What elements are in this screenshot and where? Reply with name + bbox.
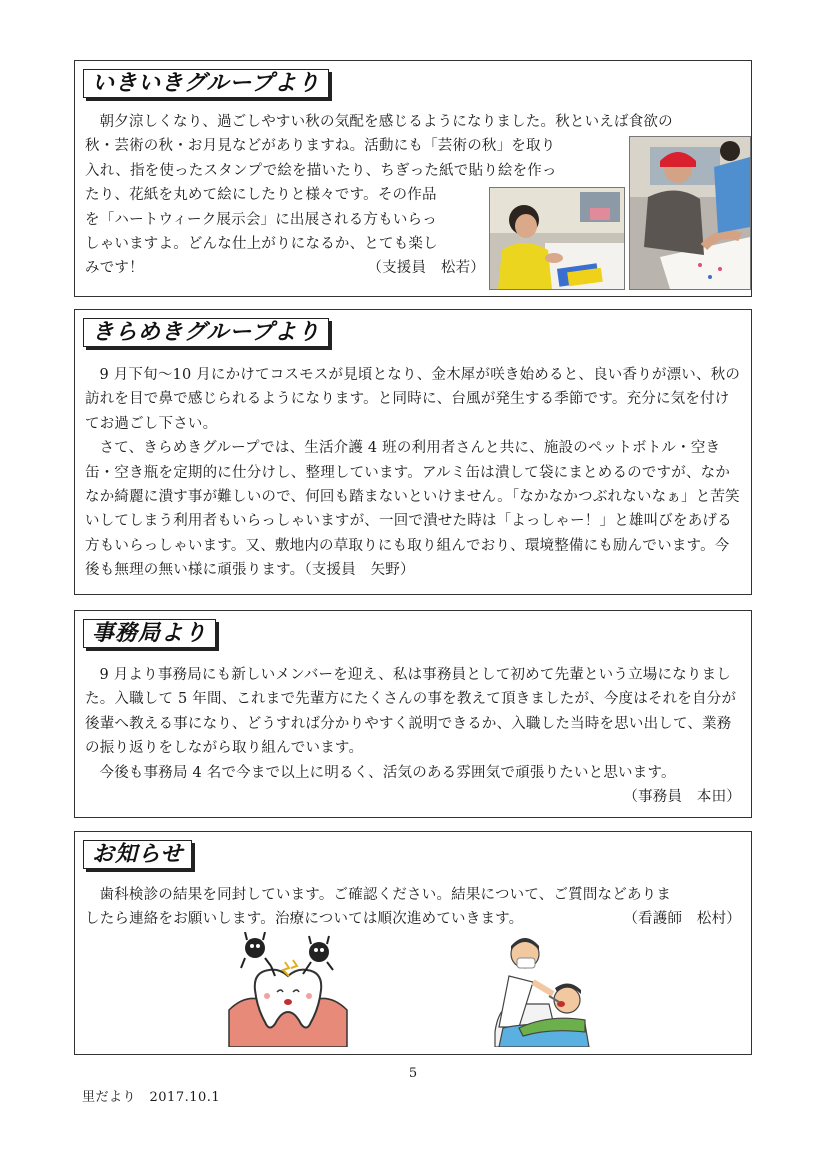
- text-line: しゃいますよ。どんな仕上がりになるか、とても楽し: [85, 236, 438, 253]
- section-body: [85, 363, 741, 583]
- section-oshirase: [74, 831, 752, 1055]
- paragraph: 今後も事務局 4 名で今まで以上に明るく、活気のある雰囲気で頑張りたいと思います。: [99, 764, 676, 781]
- section-body: [85, 663, 741, 809]
- activity-photo-right-image: [630, 137, 750, 289]
- section-title: お知らせ: [83, 840, 192, 869]
- text-line: を「ハートウィーク展示会」に出展される方もいらっ: [85, 211, 437, 228]
- section-title: 事務局より: [83, 619, 216, 648]
- toothache-illustration: [227, 932, 349, 1047]
- text-line: 秋・芸術の秋・お月見などがありますね。活動にも「芸術の秋」を取り: [85, 138, 556, 155]
- section-ikiiki: [74, 60, 752, 297]
- issue-date: 里だより 2017.10.1: [82, 1090, 221, 1105]
- text-line: みです！: [85, 260, 144, 277]
- paragraph: 9 月より事務局にも新しいメンバーを迎え、私は事務員として初めて先輩という立場になりました。入職して 5 年間、これまで先輩方にたくさんの事を教えて頂きましたが、今度はそれを自分が後輩へ教える事になり、どうすれば分かりやすく説明できるか、入職した当時を思い出して、業務の振り返りをしながら取り組んでいます。: [85, 667, 737, 757]
- signature: （支援員 松若）: [367, 260, 485, 277]
- text-line: たり、花紙を丸めて絵にしたりと様々です。その作品: [85, 187, 437, 204]
- signature: （事務員 本田）: [623, 789, 741, 806]
- section-title: いきいきグループより: [83, 69, 329, 98]
- activity-photo-left-image: [490, 188, 624, 289]
- activity-photo-right: [629, 136, 751, 290]
- paragraph: さて、きらめきグループでは、生活介護 4 班の利用者さんと共に、施設のペットボトル・空き缶・空き瓶を定期的に仕分けし、整理しています。アルミ缶は潰して袋にまとめるのですが、なかなか綺麗に潰す事が難しいので、何回も踏まないといけません。「なかなかつぶれないなぁ」と苦笑いしてしまう利用者もいらっしゃいますが、一回で潰せた時は「よっしゃー！」と雄叫びをあげる方もいらっしゃいます。又、敷地内の草取りにも取り組んでおり、環境整備にも励んでいます。今後も無理の無い様に頑張ります。（支援員 矢野）: [85, 440, 740, 579]
- text-line: 入れ、指を使ったスタンプで絵を描いたり、ちぎった紙で貼り絵を作っ: [85, 162, 557, 179]
- text-line: したら連絡をお願いします。治療については順次進めていきます。: [85, 911, 524, 928]
- activity-photo-left: [489, 187, 625, 290]
- signature: （看護師 松村）: [623, 911, 741, 928]
- text-line: 歯科検診の結果を同封しています。ご確認ください。結果について、ご質問などありま: [99, 887, 672, 903]
- dentist-illustration: [489, 932, 593, 1047]
- section-title: きらめきグループより: [83, 318, 329, 347]
- section-body: [85, 883, 741, 932]
- paragraph: 9 月下旬～10 月にかけてコスモスが見頃となり、金木犀が咲き始めると、良い香りが漂い、秋の訪れを目で鼻で感じられるようになります。と同時に、台風が発生する季節です。充分に気を付けてお過ごし下さい。: [85, 367, 741, 432]
- section-kirameki: [74, 309, 752, 595]
- section-jimukyoku: [74, 610, 752, 818]
- text-line: 朝夕涼しくなり、過ごしやすい秋の気配を感じるようになりました。秋といえば食欲の: [99, 114, 673, 130]
- page-number: 5: [408, 1066, 418, 1081]
